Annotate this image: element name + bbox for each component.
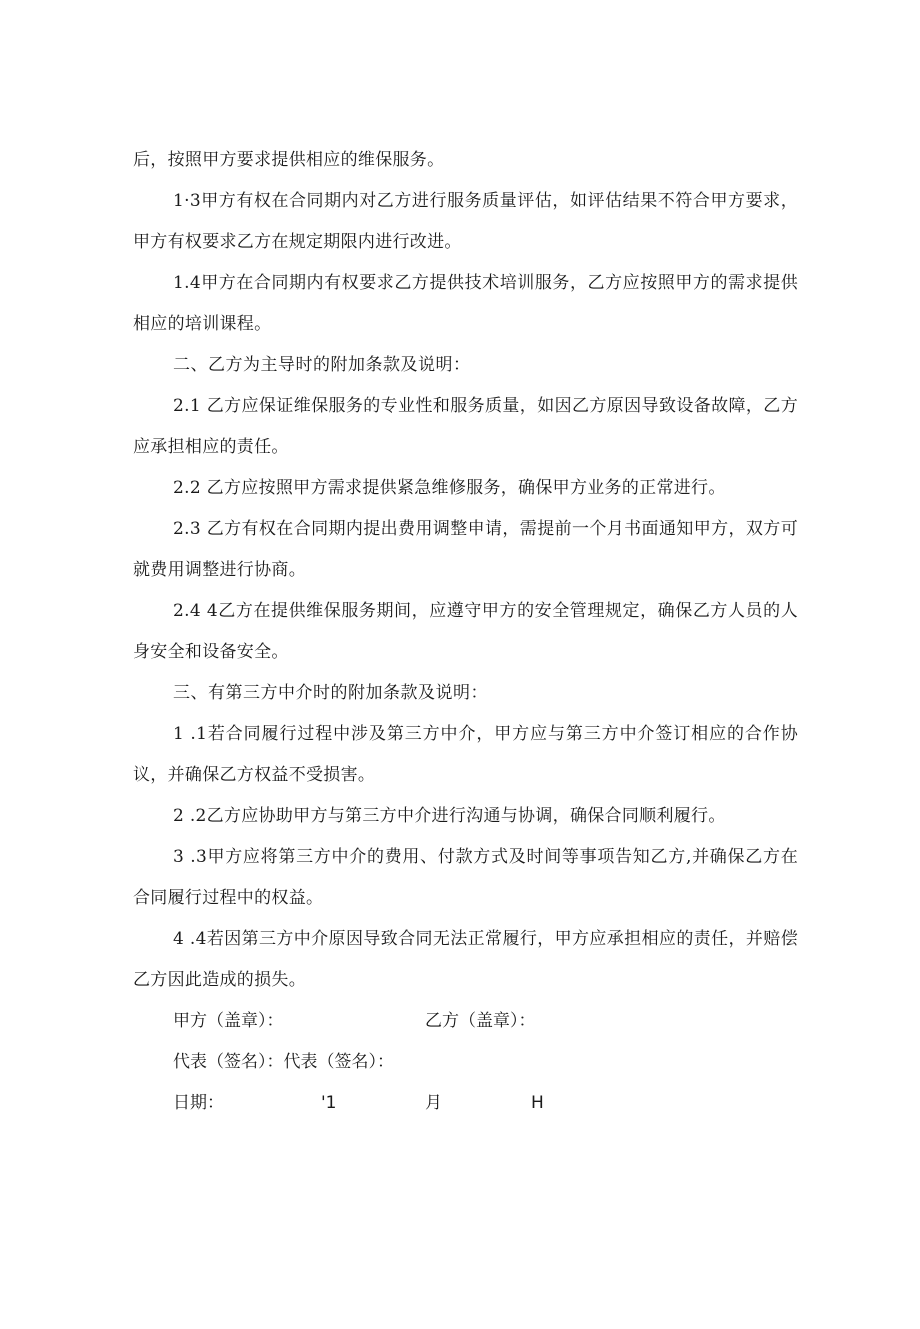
clause-2-4: 2.4 4乙方在提供维保服务期间，应遵守甲方的安全管理规定，确保乙方人员的人身安全和设备安全。 <box>133 601 798 662</box>
representative-label: 代表（签名）：代表（签名）： <box>173 1052 394 1072</box>
year-mark: '1 <box>321 1093 337 1113</box>
clause-1-4: 1.4甲方在合同期内有权要求乙方提供技术培训服务，乙方应按照甲方的需求提供相应的培训课程。 <box>133 273 798 334</box>
paragraph-continuation: 后，按照甲方要求提供相应的维保服务。 <box>133 150 445 170</box>
clause-1-3: 1·3甲方有权在合同期内对乙方进行服务质量评估，如评估结果不符合甲方要求，甲方有权要求乙方在规定期限内进行改进。 <box>133 191 798 252</box>
date-label: 日期： <box>173 1093 224 1113</box>
party-b-seal-label: 乙方（盖章）： <box>425 1011 536 1031</box>
day-mark: H <box>531 1093 544 1113</box>
clause-2-3: 2.3 乙方有权在合同期内提出费用调整申请，需提前一个月书面通知甲方，双方可就费用调整进行协商。 <box>133 519 798 580</box>
document-body <box>133 140 798 1124</box>
date-row <box>133 1083 798 1124</box>
seal-row <box>133 1001 798 1042</box>
section-heading-three: 三、有第三方中介时的附加条款及说明： <box>173 683 488 703</box>
representative-row <box>133 1042 798 1083</box>
party-a-seal-label: 甲方（盖章）： <box>173 1011 284 1031</box>
clause-2-2: 2.2 乙方应按照甲方需求提供紧急维修服务，确保甲方业务的正常进行。 <box>173 478 726 498</box>
clause-3-4: 4 .4若因第三方中介原因导致合同无法正常履行，甲方应承担相应的责任，并赔偿乙方因此造成的损失。 <box>133 929 798 990</box>
clause-3-3: 3 .3甲方应将第三方中介的费用、付款方式及时间等事项告知乙方,并确保乙方在合同履行过程中的权益。 <box>133 847 798 908</box>
clause-3-1: 1 .1若合同履行过程中涉及第三方中介，甲方应与第三方中介签订相应的合作协议，并确保乙方权益不受损害。 <box>133 724 798 785</box>
clause-3-2: 2 .2乙方应协助甲方与第三方中介进行沟通与协调，确保合同顺利履行。 <box>173 806 726 826</box>
clause-2-1: 2.1 乙方应保证维保服务的专业性和服务质量，如因乙方原因导致设备故障，乙方应承担相应的责任。 <box>133 396 798 457</box>
section-heading-two: 二、乙方为主导时的附加条款及说明： <box>173 355 471 375</box>
month-mark: 月 <box>425 1093 442 1113</box>
